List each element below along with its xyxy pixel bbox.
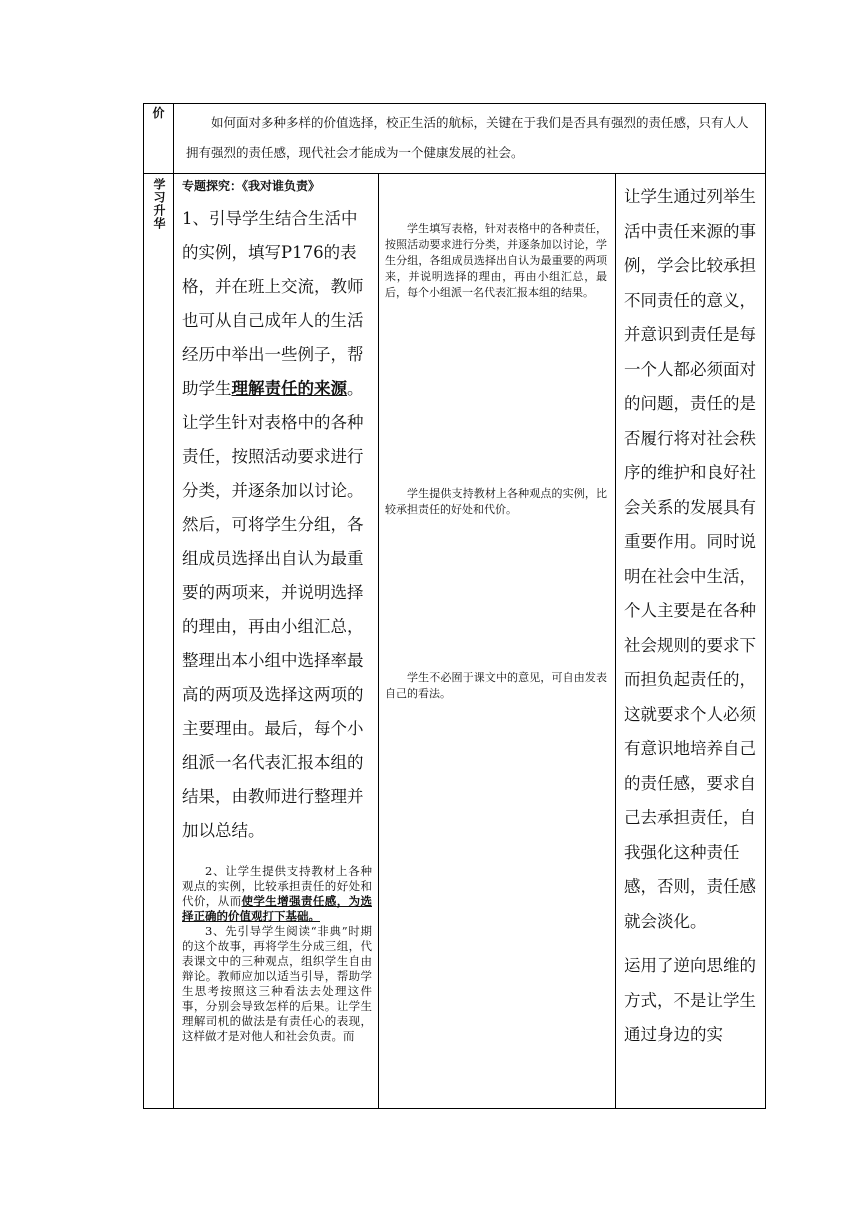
student-activity-cell <box>379 174 616 1109</box>
student-para-1: 学生填写表格，针对表格中的各种责任，按照活动要求进行分类，并逐条加以讨论，学生分组，各组成员选择出自认为最重要的两项来，并说明选择的理由，再由小组汇总，最后，每个小组派一名代表汇报本组的结果。 <box>385 222 607 299</box>
top-row-label-text: 价 <box>152 106 165 120</box>
item2-emphasis: 使学生增强责任感，为选择正确的价值观打下基础。 <box>182 894 372 923</box>
main-row-label-text: 学习升华 <box>152 178 166 230</box>
lesson-table <box>143 103 766 1109</box>
item1-text-b: 。让学生针对表格中的各种责任，按照活动要求进行分类，并逐条加以讨论。然后，可将学生分组，各组成员选择出自认为最重要的两项来，并说明选择的理由，再由小组汇总，整理出本小组中选择率最高的两项及选择这两项的主要理由。最后，每个小组派一名代表汇报本组的结果，由教师进行整理并加以总结。 <box>182 379 364 840</box>
intent-para-2: 运用了逆向思维的方式，不是让学生通过身边的实 <box>624 956 756 1044</box>
activity-item-2 <box>174 864 378 924</box>
item1-emphasis: 理解责任的来源 <box>231 379 347 398</box>
student-para-2: 学生提供支持教材上各种观点的实例，比较承担责任的好处和代价。 <box>385 487 607 516</box>
item3-text: 3、先引导学生阅读“非典”时期的这个故事，再将学生分成三组，代表课文中的三种观点，组织学生自由辩论。教师应加以适当引导，帮助学生思考按照这三种看法去处理这件事，分别会导致怎样的后果。让学生理解司机的做法是有责任心的表现，这样做才是对他人和社会负责。而 <box>182 924 372 1043</box>
main-row-label <box>144 174 174 1109</box>
teacher-activity-cell <box>174 174 379 1109</box>
top-row-text: 如何面对多种多样的价值选择，校正生活的航标，关键在于我们是否具有强烈的责任感，只有人人拥有强烈的责任感，现代社会才能成为一个健康发展的社会。 <box>186 115 749 160</box>
item2-text: 2、让学生提供支持教材上各种观点的实例，比较承担责任的好处和代价，从而 <box>182 864 372 908</box>
item1-text-a: 1、引导学生结合生活中的实例，填写P176的表格，并在班上交流，教师也可从自己成年人的生活经历中举出一些例子，帮助学生 <box>182 209 364 398</box>
topic-title: 专题探究：《我对谁负责》 <box>182 179 321 193</box>
intent-para-1: 让学生通过列举生活中责任来源的事例，学会比较承担不同责任的意义，并意识到责任是每一个人都必须面对的问题，责任的是否履行将对社会秩序的维护和良好社会关系的发展具有重要作用。同时说明在社会中生活，个人主要是在各种社会规则的要求下而担负起责任的，这就要求个人必须有意识地培养自己的责任感，要求自己去承担责任，自我强化这种责任感，否则，责任感就会淡化。 <box>624 187 756 931</box>
top-row-label <box>144 104 174 174</box>
activity-item-1 <box>174 194 378 848</box>
activity-item-3 <box>174 924 378 1044</box>
student-para-3: 学生不必囿于课文中的意见，可自由发表自己的看法。 <box>385 671 607 700</box>
design-intent-cell <box>616 174 766 1109</box>
top-row-content <box>174 104 766 174</box>
